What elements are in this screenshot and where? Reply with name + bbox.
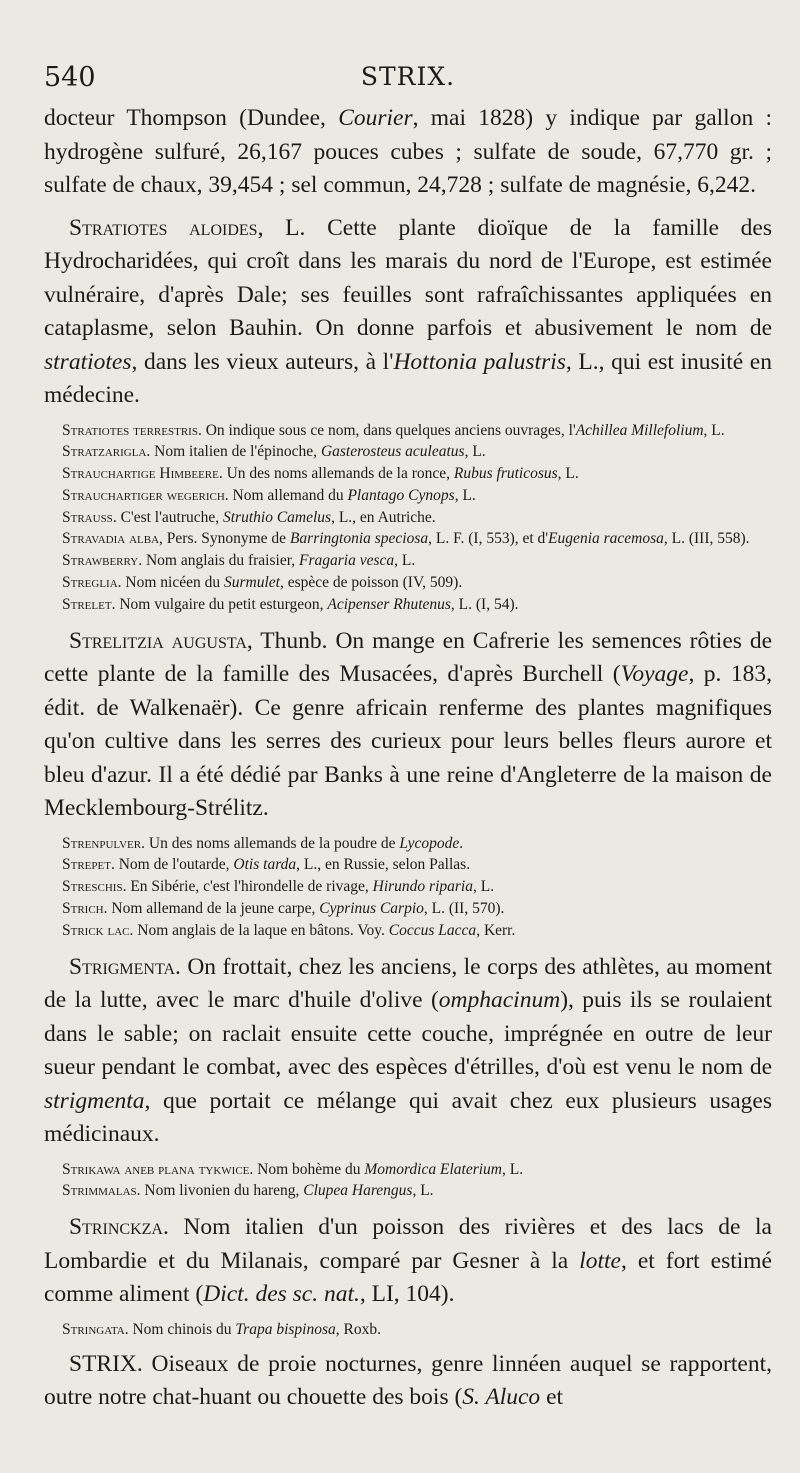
entry-strelet bbox=[62, 594, 772, 616]
italic-text: lotte bbox=[579, 1247, 621, 1274]
entry-term: Stratzarigla bbox=[62, 443, 147, 461]
italic-text: omphacinum bbox=[438, 987, 561, 1014]
entry-stratiotes-terrestris bbox=[62, 420, 772, 442]
italic-text: Trapa bispinosa bbox=[235, 1320, 336, 1338]
entry-strenpulver bbox=[62, 833, 772, 855]
entry-term: Strimmalas bbox=[62, 1182, 137, 1200]
entry-term: Strich bbox=[62, 900, 104, 918]
entry-streschis bbox=[62, 876, 772, 898]
small-entries-block-2 bbox=[44, 833, 772, 942]
entry-term: Streglia bbox=[62, 574, 118, 592]
entry-text: , L., en Autriche. bbox=[331, 508, 436, 526]
entry-text: . On frottait, chez les anciens, le corps des athlètes, au moment de la lutte, avec le marc d'huile d'olive ( bbox=[44, 953, 772, 1014]
entry-text: , L. bbox=[412, 1182, 434, 1200]
italic-text: Momordica Elaterium bbox=[364, 1160, 502, 1178]
entry-strikawa bbox=[62, 1159, 772, 1181]
italic-text: Voyage bbox=[620, 661, 689, 688]
entry-term: Strauchartige Himbeere bbox=[62, 465, 219, 483]
entry-text: . Nom anglais du fraisier, bbox=[138, 552, 300, 570]
paragraph-thompson bbox=[44, 102, 772, 203]
entry-text: . En Sibérie, c'est l'hirondelle de rivage, bbox=[122, 878, 373, 896]
entry-text: , L., qui est inusité en médecine. bbox=[44, 348, 772, 408]
entry-text: . C'est l'autruche, bbox=[112, 508, 223, 526]
page-number: 540 bbox=[44, 62, 96, 93]
entry-text: . Nom nicéen du bbox=[117, 574, 224, 592]
italic-text: strigmenta bbox=[44, 1087, 145, 1114]
entry-text: . Nom allemand de la jeune carpe, bbox=[103, 900, 320, 918]
italic-text: Eugenia racemosa bbox=[548, 530, 664, 548]
italic-text: Cyprinus Carpio bbox=[319, 900, 424, 918]
entry-text: , L. bbox=[394, 552, 416, 570]
entry-strigmenta bbox=[44, 951, 772, 1152]
italic-text: Gasterosteus aculeatus bbox=[320, 443, 465, 461]
small-entries-block-3 bbox=[44, 1159, 772, 1203]
entry-term: Strigmenta bbox=[69, 953, 175, 980]
italic-text: Hirundo riparia bbox=[372, 878, 473, 896]
entry-text: et bbox=[540, 1384, 564, 1411]
entry-stratiotes-aloides bbox=[44, 212, 772, 413]
running-title: STRIX. bbox=[360, 62, 456, 91]
entry-term: Strenpulver bbox=[62, 834, 142, 852]
entry-text: , L. bbox=[557, 465, 579, 483]
entry-text: . Nom livonien du hareng, bbox=[136, 1182, 304, 1200]
entry-text: , et fort estimé comme aliment ( bbox=[44, 1247, 772, 1308]
italic-text: Rubus fruticosus bbox=[453, 465, 558, 483]
entry-term: Stravadia alba bbox=[62, 530, 160, 548]
entry-text: , L. (II, 570). bbox=[423, 900, 505, 918]
entry-text: . Un des noms allemands de la poudre de bbox=[141, 834, 400, 852]
italic-text: Surmulet bbox=[224, 574, 280, 592]
entry-text: , L. (I, 54). bbox=[450, 595, 519, 613]
entry-term: Strelet bbox=[62, 595, 112, 613]
entry-term: Strawberry bbox=[62, 552, 139, 570]
entry-term: Strinckza bbox=[69, 1214, 163, 1241]
entry-text: , Pers. Synonyme de bbox=[159, 530, 290, 548]
entry-text: ), puis ils se roulaient dans le sable; on raclait ensuite cette couche, imprégnée en outre de leur sueur pendant le combat, avec des espèces d'étrilles, d'où est venu le nom de bbox=[44, 987, 772, 1081]
entry-streglia bbox=[62, 572, 772, 594]
italic-text: Coccus Lacca bbox=[388, 921, 477, 939]
entry-stringata bbox=[62, 1319, 772, 1341]
entry-text: . Nom allemand du bbox=[224, 486, 348, 504]
entry-text: , L. Cette plante dioïque de la famille des Hydrocharidées, qui croît dans les marais du nord de l'Europe, est estimée vulnéraire, d'après Dale; ses feuilles sont rafraîchissantes appliquées en cataplasme, selon Bauhin. On donne parfois et abusivement le nom de bbox=[44, 214, 772, 341]
entry-text: . Nom anglais de la laque en bâtons. Voy. bbox=[129, 921, 389, 939]
entry-term: Strelitzia augusta bbox=[69, 627, 247, 654]
entry-term: Stratiotes aloides bbox=[69, 214, 258, 241]
italic-text: S. Aluco bbox=[462, 1384, 541, 1411]
page-header bbox=[44, 62, 772, 102]
entry-text: . Nom italien d'un poisson des rivières et des lacs de la Lombardie et du Milanais, comparé par Gesner à la bbox=[44, 1214, 772, 1274]
italic-text: Fragaria vesca bbox=[299, 552, 395, 570]
entry-text: . bbox=[459, 834, 464, 852]
entry-text: , Kerr. bbox=[476, 921, 516, 939]
entry-text: , espèce de poisson (IV, 509). bbox=[279, 574, 463, 592]
entry-term: Strepet bbox=[62, 856, 111, 874]
text: docteur Thompson (Dundee, bbox=[44, 105, 339, 131]
entry-text: , LI, 104). bbox=[359, 1281, 455, 1308]
italic-text: Courier bbox=[338, 105, 413, 131]
italic-text: Otis tarda bbox=[233, 856, 297, 874]
entry-strawberry bbox=[62, 550, 772, 572]
entry-text: . Un des noms allemands de la ronce, bbox=[218, 465, 454, 483]
entry-text: , L. bbox=[501, 1160, 524, 1178]
italic-text: stratiotes bbox=[44, 348, 132, 375]
entry-text: . On indique sous ce nom, dans quelques anciens ouvrages, l' bbox=[197, 421, 576, 439]
entry-text: . Nom vulgaire du petit esturgeon, bbox=[111, 595, 328, 613]
entry-term: Strikawa aneb plana tykwice bbox=[62, 1160, 250, 1178]
entry-text: . Nom de l'outarde, bbox=[110, 856, 234, 874]
entry-text: , Roxb. bbox=[335, 1320, 381, 1338]
entry-text: . Nom chinois du bbox=[124, 1320, 236, 1338]
entry-text: , L. bbox=[472, 878, 495, 896]
entry-term: Strauchartiger wegerich bbox=[62, 486, 225, 504]
entry-text: , L. bbox=[464, 443, 486, 461]
italic-text: Barringtonia speciosa bbox=[289, 530, 429, 548]
small-entries-block-1 bbox=[44, 420, 772, 616]
entry-strinckza bbox=[44, 1211, 772, 1312]
entry-strich bbox=[62, 898, 772, 920]
entry-term: Streschis bbox=[62, 878, 123, 896]
entry-strelitzia bbox=[44, 625, 772, 826]
entry-text: , que portait ce mélange qui avait chez eux plusieurs usages médicinaux. bbox=[44, 1087, 772, 1148]
entry-strix bbox=[44, 1348, 772, 1415]
italic-text: Plantago Cynops bbox=[347, 486, 455, 504]
entry-term: STRIX bbox=[69, 1350, 137, 1377]
entry-strauss bbox=[62, 507, 772, 529]
entry-text: , Thunb. On mange en Cafrerie les semences rôties de cette plante de la famille des Musacées, d'après Burchell ( bbox=[44, 627, 773, 688]
italic-text: Acipenser Rhutenus bbox=[327, 595, 451, 613]
entry-text: , p. 183, édit. de Walkenaër). Ce genre africain renferme des plantes magnifiques qu'on cultive dans les serres des curieux pour leurs belles fleurs aurore et bleu d'azur. Il a été dédié par Banks à une reine d'Angleterre de la maison de Mecklembourg-Strélitz. bbox=[44, 661, 772, 822]
entry-term: Strick lac bbox=[62, 921, 130, 939]
italic-text: Achillea Millefolium bbox=[575, 421, 704, 439]
entry-strauchartige-himbeere bbox=[62, 463, 772, 485]
entry-text: , L. F. (I, 553), et d' bbox=[428, 530, 549, 548]
entry-stravadia-alba bbox=[62, 528, 772, 550]
entry-term: Strauss bbox=[62, 508, 113, 526]
entry-text: , L. (III, 558). bbox=[663, 530, 750, 548]
entry-text: . Oiseaux de proie nocturnes, genre linnéen auquel se rapportent, outre notre chat-huant ou chouette des bois ( bbox=[44, 1350, 772, 1411]
entry-text: . Nom italien de l'épinoche, bbox=[146, 443, 321, 461]
italic-text: Hottonia palustris bbox=[393, 348, 566, 375]
entry-term: Stringata bbox=[62, 1320, 125, 1338]
entry-strepet bbox=[62, 854, 772, 876]
entry-text: , L. bbox=[454, 486, 476, 504]
entry-text: , L. bbox=[703, 421, 725, 439]
italic-text: Lycopode bbox=[399, 834, 460, 852]
entry-text: , L., en Russie, selon Pallas. bbox=[296, 856, 471, 874]
entry-strauchartiger-wegerich bbox=[62, 485, 772, 507]
entry-text: . Nom bohème du bbox=[249, 1160, 365, 1178]
italic-text: Struthio Camelus bbox=[223, 508, 332, 526]
entry-term: Stratiotes terrestris bbox=[62, 421, 198, 439]
entry-strimmalas bbox=[62, 1180, 772, 1202]
italic-text: Dict. des sc. nat. bbox=[203, 1281, 360, 1308]
entry-text: , dans les vieux auteurs, à l' bbox=[131, 348, 394, 375]
entry-strick-lac bbox=[62, 920, 772, 942]
text: , mai 1828) y indique par gallon : hydrogène sulfuré, 26,167 pouces cubes ; sulfate de soude, 67,770 gr. ; sulfate de chaux, 39,454 ; sel commun, 24,728 ; sulfate de magnésie, 6,242. bbox=[44, 105, 773, 198]
italic-text: Clupea Harengus bbox=[303, 1182, 413, 1200]
entry-stratzarigla bbox=[62, 441, 772, 463]
